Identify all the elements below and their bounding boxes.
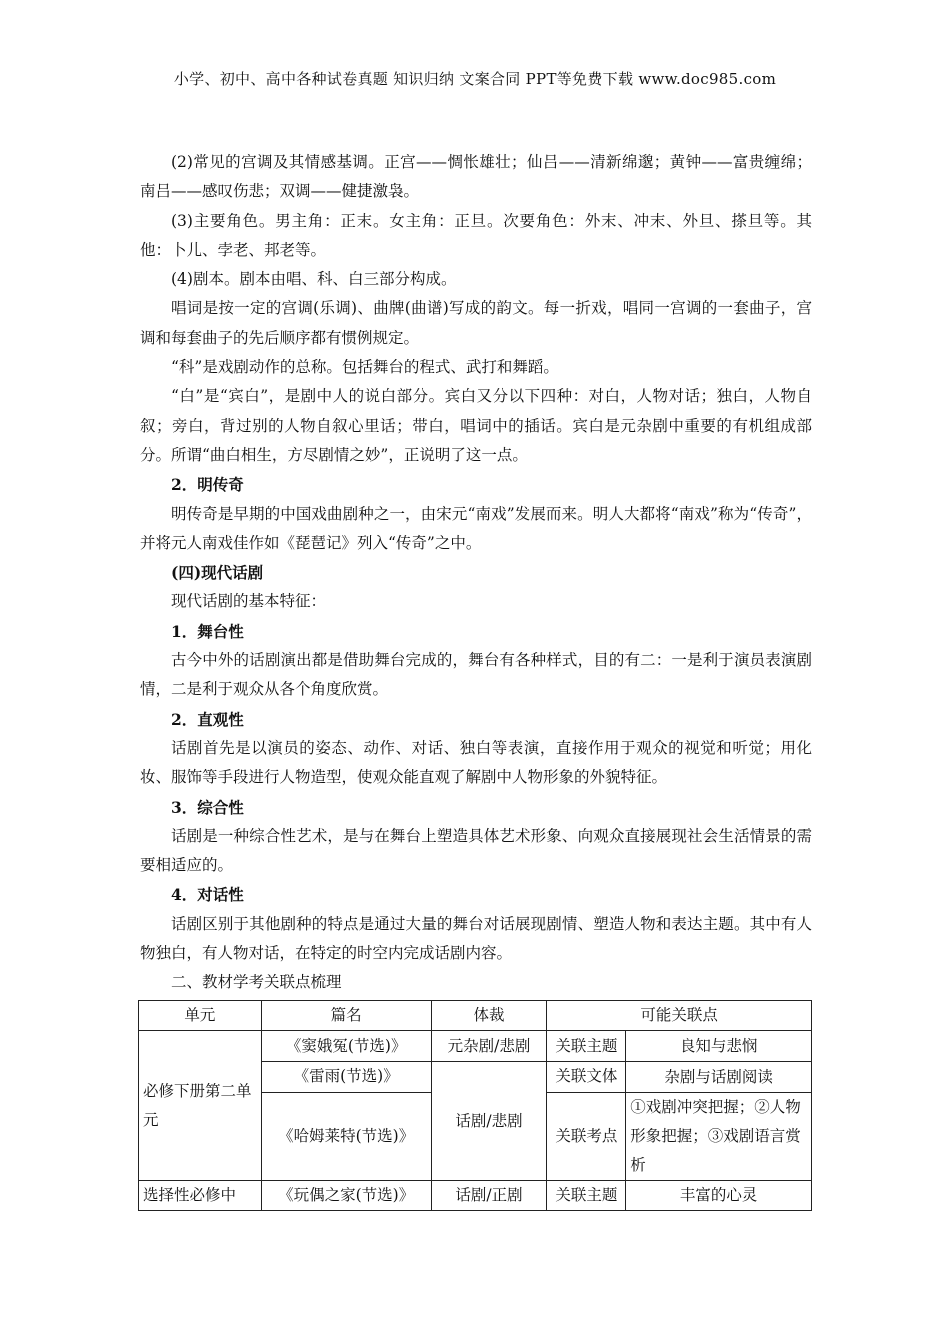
table-cell-kind: 关联文体 bbox=[547, 1062, 626, 1093]
table-cell-kind: 关联考点 bbox=[547, 1093, 626, 1181]
paragraph: 现代话剧的基本特征： bbox=[171, 592, 327, 611]
paragraph: (4)剧本。剧本由唱、科、白三部分构成。 bbox=[171, 270, 457, 289]
table-header-cell: 篇名 bbox=[261, 1001, 431, 1031]
table-cell-title: 《玩偶之家(节选)》 bbox=[261, 1181, 431, 1211]
table-cell-unit: 必修下册第二单元 bbox=[139, 1031, 262, 1181]
paragraph: “科”是戏剧动作的总称。包括舞台的程式、武打和舞蹈。 bbox=[171, 358, 559, 377]
table-header-cell: 体裁 bbox=[431, 1001, 547, 1031]
section-heading: (四)现代话剧 bbox=[171, 563, 264, 583]
section-heading: 3．综合性 bbox=[171, 797, 244, 817]
table-header-cell: 可能关联点 bbox=[547, 1001, 812, 1031]
paragraph: 古今中外的话剧演出都是借助舞台完成的，舞台有各种样式，目的有二：一是利于演员表演剧情，二是利于观众从各个角度欣赏。 bbox=[140, 651, 812, 699]
table-cell-title: 《窦娥冤(节选)》 bbox=[261, 1031, 431, 1062]
table-cell-genre: 话剧/悲剧 bbox=[431, 1062, 547, 1181]
table-cell-title: 《雷雨(节选)》 bbox=[261, 1062, 431, 1093]
paragraph: (2)常见的宫调及其情感基调。正宫——惆怅雄壮；仙吕——清新绵邈；黄钟——富贵缠绵；南吕——感叹伤悲；双调——健捷激袅。 bbox=[140, 153, 812, 201]
paragraph: 唱词是按一定的宫调(乐调)、曲牌(曲谱)写成的韵文。每一折戏，唱同一宫调的一套曲子，宫调和每套曲子的先后顺序都有惯例规定。 bbox=[140, 299, 812, 347]
paragraph: “白”是“宾白”，是剧中人的说白部分。宾白又分以下四种：对白，人物对话；独白，人物自叙；旁白，背过别的人物自叙心里话；带白，唱词中的插话。宾白是元杂剧中重要的有机组成部分。所谓“曲白相生，方尽剧情之妙”，正说明了这一点。 bbox=[140, 387, 812, 464]
page-header: 小学、初中、高中各种试卷真题 知识归纳 文案合同 PPT等免费下载 www.doc985.com bbox=[173, 70, 777, 88]
table-cell-unit: 选择性必修中 bbox=[139, 1181, 262, 1211]
paragraph: (3)主要角色。男主角：正末。女主角：正旦。次要角色：外末、冲末、外旦、搽旦等。其他：卜儿、孛老、邦老等。 bbox=[140, 211, 812, 259]
table-cell-kind: 关联主题 bbox=[547, 1031, 626, 1062]
table-cell-genre: 元杂剧/悲剧 bbox=[431, 1031, 547, 1062]
paragraph: 明传奇是早期的中国戏曲剧种之一，由宋元“南戏”发展而来。明人大都将“南戏”称为“传奇”，并将元人南戏佳作如《琵琶记》列入“传奇”之中。 bbox=[140, 504, 812, 552]
section-heading: 4．对话性 bbox=[171, 885, 244, 905]
table-cell-genre: 话剧/正剧 bbox=[431, 1181, 547, 1211]
paragraph: 话剧是一种综合性艺术，是与在舞台上塑造具体艺术形象、向观众直接展现社会生活情景的需要相适应的。 bbox=[140, 826, 812, 875]
table-cell-kind: 关联主题 bbox=[547, 1181, 626, 1211]
table-header-row bbox=[139, 1001, 812, 1031]
table-cell-point: ①戏剧冲突把握；②人物形象把握；③戏剧语言赏析 bbox=[626, 1093, 812, 1181]
table-row bbox=[139, 1031, 812, 1062]
table-cell-point: 良知与悲悯 bbox=[626, 1031, 812, 1062]
table-cell-point: 丰富的心灵 bbox=[626, 1181, 812, 1211]
document-body bbox=[140, 148, 812, 998]
section-heading: 2．明传奇 bbox=[171, 475, 244, 495]
table-header-cell: 单元 bbox=[139, 1001, 262, 1031]
table-cell-title: 《哈姆莱特(节选)》 bbox=[261, 1093, 431, 1181]
section-heading: 2．直观性 bbox=[171, 709, 244, 729]
section-heading: 二、教材学考关联点梳理 bbox=[171, 973, 342, 992]
table-row bbox=[139, 1181, 812, 1211]
table-cell-point: 杂剧与话剧阅读 bbox=[626, 1062, 812, 1093]
relation-table bbox=[138, 1000, 812, 1211]
section-heading: 1．舞台性 bbox=[171, 621, 244, 641]
paragraph: 话剧首先是以演员的姿态、动作、对话、独白等表演，直接作用于观众的视觉和听觉；用化妆、服饰等手段进行人物造型，使观众能直观了解剧中人物形象的外貌特征。 bbox=[140, 738, 812, 787]
paragraph: 话剧区别于其他剧种的特点是通过大量的舞台对话展现剧情、塑造人物和表达主题。其中有人物独白，有人物对话，在特定的时空内完成话剧内容。 bbox=[140, 914, 812, 963]
